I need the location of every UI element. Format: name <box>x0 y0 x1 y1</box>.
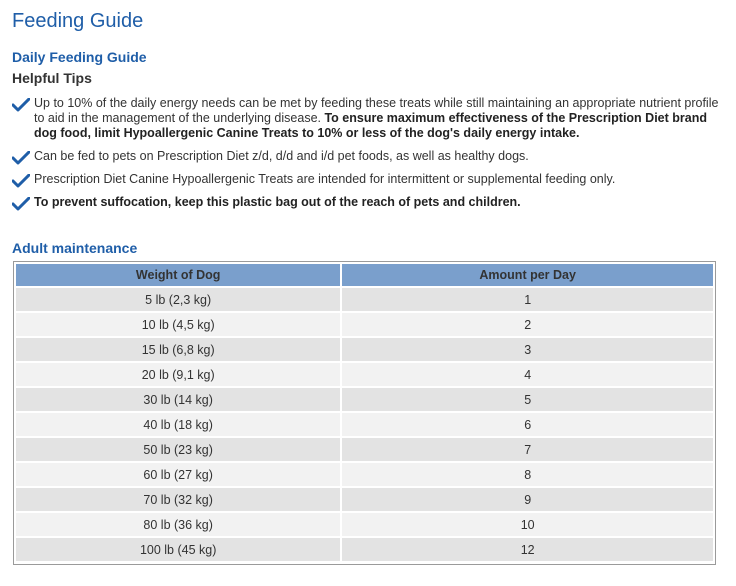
adult-maintenance-heading: Adult maintenance <box>12 240 138 256</box>
amount-cell: 10 <box>342 513 713 536</box>
tip-emphasis: To prevent suffocation, keep this plastic bag out of the reach of pets and children. <box>34 195 521 209</box>
amount-cell: 7 <box>342 438 713 461</box>
table-row <box>16 413 713 436</box>
weight-cell: 70 lb (32 kg) <box>16 488 340 511</box>
tips-list <box>12 96 722 218</box>
weight-cell: 10 lb (4,5 kg) <box>16 313 340 336</box>
checkmark-icon <box>12 151 30 165</box>
table-row <box>16 463 713 486</box>
tip-text: Can be fed to pets on Prescription Diet z/d, d/d and i/d pet foods, as well as healthy dogs. <box>34 149 529 163</box>
weight-cell: 20 lb (9,1 kg) <box>16 363 340 386</box>
tip-text: Prescription Diet Canine Hypoallergenic Treats are intended for intermittent or supplemental feeding only. <box>34 172 616 186</box>
tip-item <box>12 96 722 141</box>
table-row <box>16 488 713 511</box>
column-header-weight: Weight of Dog <box>16 264 340 286</box>
amount-cell: 6 <box>342 413 713 436</box>
weight-cell: 100 lb (45 kg) <box>16 538 340 561</box>
daily-feeding-heading: Daily Feeding Guide <box>12 49 147 65</box>
weight-cell: 40 lb (18 kg) <box>16 413 340 436</box>
table-row <box>16 338 713 361</box>
tip-item <box>12 172 722 187</box>
weight-cell: 50 lb (23 kg) <box>16 438 340 461</box>
amount-cell: 9 <box>342 488 713 511</box>
tip-text: Up to 10% of the daily energy needs can be met by feeding these treats while still maintaining an appropriate nutrient profile to aid in the management of the underlying disease. <box>34 96 719 125</box>
table-row <box>16 438 713 461</box>
helpful-tips-heading: Helpful Tips <box>12 70 92 86</box>
amount-cell: 4 <box>342 363 713 386</box>
feeding-table <box>13 261 716 565</box>
tip-item <box>12 149 722 164</box>
weight-cell: 60 lb (27 kg) <box>16 463 340 486</box>
weight-cell: 15 lb (6,8 kg) <box>16 338 340 361</box>
table-row <box>16 288 713 311</box>
amount-cell: 3 <box>342 338 713 361</box>
tip-item <box>12 195 722 210</box>
amount-cell: 5 <box>342 388 713 411</box>
table-header-row <box>16 264 713 286</box>
weight-cell: 80 lb (36 kg) <box>16 513 340 536</box>
tip-emphasis: To ensure maximum effectiveness of the Prescription Diet brand dog food, limit Hypoallergenic Canine Treats to 10% or less of the dog's daily energy intake. <box>34 111 707 140</box>
checkmark-icon <box>12 197 30 211</box>
checkmark-icon <box>12 98 30 112</box>
table-row <box>16 513 713 536</box>
amount-cell: 1 <box>342 288 713 311</box>
weight-cell: 30 lb (14 kg) <box>16 388 340 411</box>
page-title: Feeding Guide <box>12 10 144 32</box>
amount-cell: 8 <box>342 463 713 486</box>
table-row <box>16 388 713 411</box>
column-header-amount: Amount per Day <box>342 264 713 286</box>
amount-cell: 2 <box>342 313 713 336</box>
weight-cell: 5 lb (2,3 kg) <box>16 288 340 311</box>
table-row <box>16 363 713 386</box>
amount-cell: 12 <box>342 538 713 561</box>
checkmark-icon <box>12 174 30 188</box>
table-row <box>16 313 713 336</box>
table-row <box>16 538 713 561</box>
